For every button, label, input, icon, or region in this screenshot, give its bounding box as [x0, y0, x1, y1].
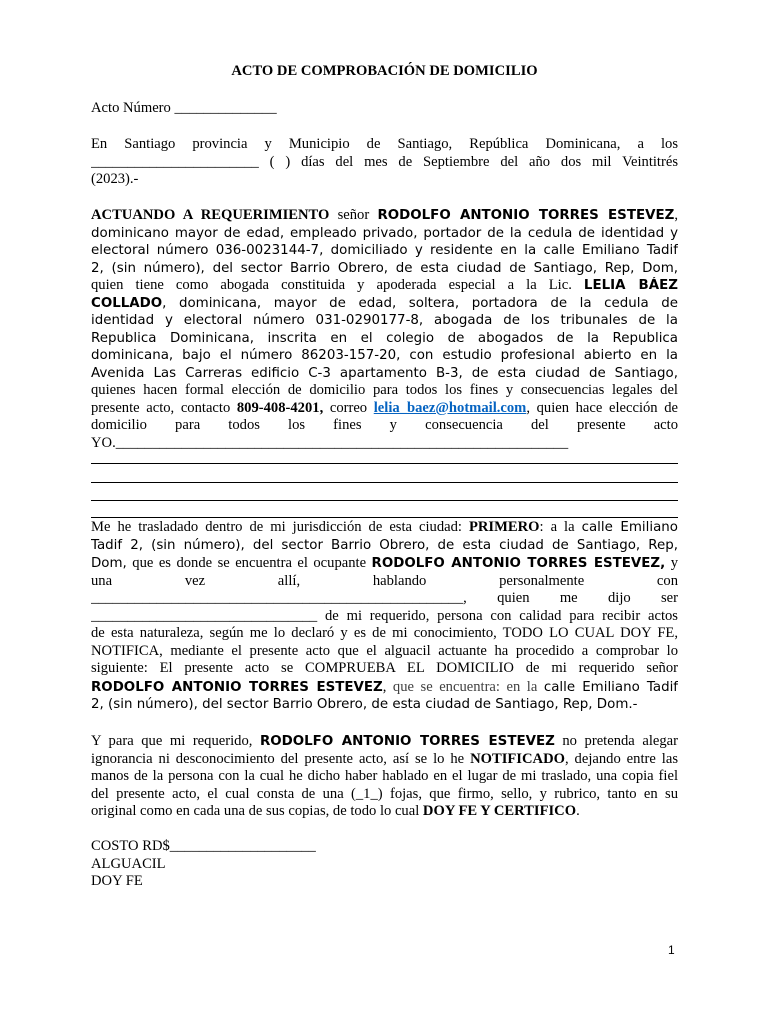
- traslado-paragraph: [91, 519, 678, 714]
- blank-line-1: [91, 463, 678, 464]
- requerido-name: RODOLFO ANTONIO TORRES ESTEVEZ: [377, 208, 675, 223]
- intro-line-2: _______________________ ( ) días del mes de Septiembre del año dos mil Veintitrés: [91, 153, 678, 170]
- notif-line-1-text: Y para que mi requerido,: [91, 733, 260, 749]
- tras-dom: Dom,: [91, 556, 127, 571]
- tras-ocupante-text: que es donde se encuentra el ocupante: [126, 555, 372, 571]
- req-line-7: identidad y electoral número 031-0290177-8, abogada de los tribunales de la: [91, 313, 678, 328]
- notif-line-5-end: .: [576, 803, 580, 819]
- notif-line-5: [91, 803, 678, 821]
- tras-line-8: NOTIFICA, mediante el presente acto que el alguacil actuante ha procedido a comprobar lo: [91, 642, 678, 659]
- req-line-6: [91, 295, 678, 313]
- req-line-12: [91, 400, 678, 418]
- footer-block: [91, 838, 678, 891]
- lawyer-name: LELIA BÁEZ: [583, 278, 678, 293]
- acto-numero: Acto Número ______________: [91, 100, 277, 116]
- req-line-11: quienes hacen formal elección de domicilio para todos los fines y consecuencias legales del: [91, 382, 678, 398]
- notif-line-5-text: original como en cada una de sus copias, de todo lo cual: [91, 803, 423, 819]
- intro-line-3: (2023).-: [91, 171, 139, 187]
- requerido-name-3: RODOLFO ANTONIO TORRES ESTEVEZ: [259, 734, 555, 749]
- notif-line-4: del presente acto, el cual consta de una (_1_) fojas, que firmo, sello, y rubrico, tanto en su: [91, 785, 678, 802]
- lawyer-surname: COLLADO: [91, 295, 163, 311]
- tras-line-11: 2, (sin número), del sector Barrio Obrero, de esta ciudad de Santiago, Rep, Dom.-: [91, 697, 638, 712]
- req-line-6-text: , dominicana, mayor de edad, soltera, portadora de la cedula de: [162, 295, 678, 311]
- requerimiento-paragraph: [91, 207, 678, 452]
- doy-fe-label: DOY FE: [91, 873, 143, 889]
- notif-line-1: [91, 733, 678, 751]
- notif-line-2-text: ignorancia ni desconocimiento del presente acto, así se lo he: [91, 750, 471, 767]
- tras-street: calle Emiliano: [581, 520, 678, 535]
- tras-line-3: [91, 554, 678, 573]
- tras-y: y: [665, 555, 678, 571]
- intro-paragraph: [91, 136, 678, 189]
- tras-line-4: una vez allí, hablando personalmente con: [91, 572, 678, 589]
- tras-line-10: [91, 678, 678, 697]
- req-line-10: Avenida Las Carreras edificio C-3 apartamento B-3, de esta ciudad de Santiago,: [91, 365, 678, 381]
- correo-text: correo: [323, 399, 374, 416]
- req-line-5: [91, 277, 678, 295]
- actuando-label: ACTUANDO A REQUERIMIENTO: [91, 207, 330, 223]
- blank-line-2: [91, 482, 678, 483]
- tras-comma: ,: [382, 678, 393, 695]
- senor-text: señor: [329, 207, 378, 223]
- phone-number: 809-408-4201,: [236, 399, 324, 416]
- req-line-13: domicilio para todos los fines y consecuencia del presente acto: [91, 417, 678, 433]
- alguacil-label: ALGUACIL: [91, 855, 166, 872]
- blank-line-3: [91, 500, 678, 501]
- tras-line-2: Tadif 2, (sin número), del sector Barrio Obrero, de esta ciudad de Santiago, Rep,: [91, 537, 678, 553]
- blank-line-4: [91, 517, 678, 518]
- req-line-4: 2, (sin número), del sector Barrio Obrero, de esta ciudad de Santiago, Rep, Dom,: [91, 260, 678, 276]
- ocupante-name: RODOLFO ANTONIO TORRES ESTEVEZ,: [371, 556, 666, 571]
- notif-line-1-end: no pretenda alegar: [554, 733, 678, 749]
- req-line-5-text: quien tiene como abogada constituida y apoderada especial a la Lic.: [91, 277, 584, 293]
- notif-line-2-end: , dejando entre las: [564, 750, 678, 767]
- tras-line-1-text: Me he trasladado dentro de mi jurisdicción de esta ciudad:: [91, 519, 469, 535]
- tras-se-encuentra: que se encuentra: en la: [392, 678, 544, 695]
- notif-line-2: [91, 751, 678, 769]
- req-line-2: dominicano mayor de edad, empleado privado, portador de la cedula de identidad y: [91, 225, 678, 241]
- doy-fe-certifico: DOY FE Y CERTIFICO: [422, 803, 577, 819]
- req-line-12-end: , quien hace elección de: [526, 399, 678, 416]
- tras-line-1: [91, 519, 678, 537]
- notificacion-paragraph: [91, 733, 678, 821]
- requerido-name-2: RODOLFO ANTONIO TORRES ESTEVEZ: [91, 679, 383, 695]
- tras-line-9: siguiente: El presente acto se COMPRUEBA EL DOMICILIO de mi requerido señor: [91, 660, 678, 676]
- document-title: ACTO DE COMPROBACIÓN DE DOMICILIO: [231, 63, 538, 79]
- tras-a-la: : a la: [539, 519, 582, 535]
- req-line-9: dominicana, bajo el número 86203-157-20, con estudio profesional abierto en la: [91, 348, 678, 363]
- req-line-14: YO.______________________________________________________________: [91, 434, 569, 451]
- intro-line-1: En Santiago provincia y Municipio de Santiago, República Dominicana, a los: [91, 136, 678, 152]
- notificado-label: NOTIFICADO: [470, 750, 565, 767]
- primero-label: PRIMERO: [468, 519, 540, 535]
- contact-text: presente acto, contacto: [91, 399, 237, 416]
- notif-line-3: manos de la persona con la cual he dicho haber hablado en el lugar de mi traslado, una copia fiel: [91, 768, 678, 784]
- tras-line-6: _______________________________ de mi requerido, persona con calidad para recibir actos: [91, 607, 678, 624]
- req-line-1-end: ,: [674, 207, 678, 223]
- tras-line-5: ___________________________________________________, quien me dijo ser: [91, 590, 678, 606]
- page-number: 1: [668, 943, 675, 957]
- req-line-8: Republica Dominicana, inscrita en el colegio de abogados de la Republica: [91, 330, 678, 346]
- tras-line-7: de esta naturaleza, según me lo declaró y es de mi conocimiento, TODO LO CUAL DOY FE,: [91, 625, 678, 641]
- req-line-3: electoral número 036-0023144-7, domiciliado y residente en la calle Emiliano Tadif: [91, 243, 678, 258]
- tras-street-2: calle Emiliano Tadif: [543, 679, 678, 695]
- email-link[interactable]: lelia_baez@hotmail.com: [373, 399, 527, 416]
- costo-line: COSTO RD$____________________: [91, 838, 316, 854]
- req-line-1: [91, 207, 678, 225]
